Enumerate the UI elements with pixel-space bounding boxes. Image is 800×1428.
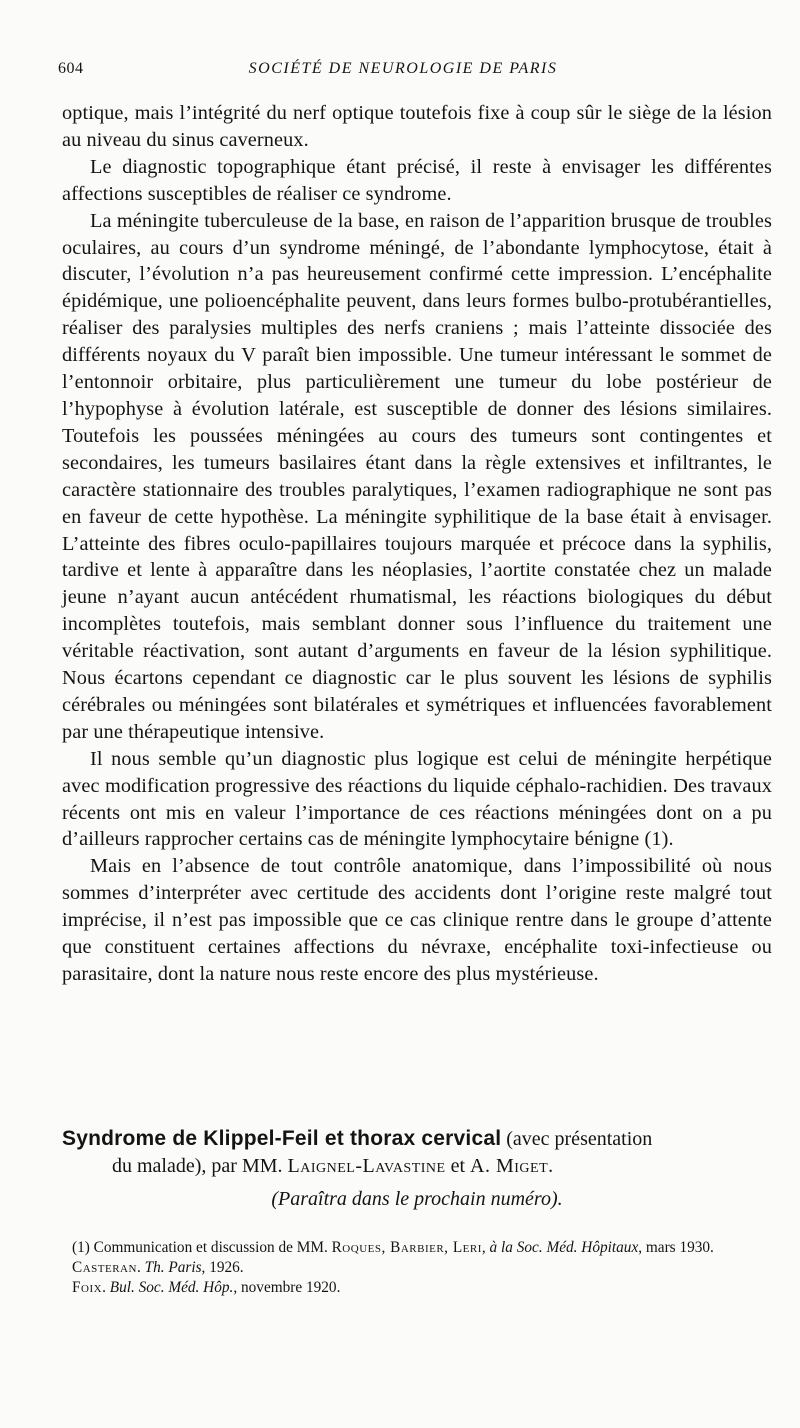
paragraph: optique, mais l’intégrité du nerf optique toutefois fixe à coup sûr le siège de la lésion au niveau du sinus caverneux. [62, 102, 772, 151]
section-authors-line [62, 1153, 772, 1180]
fn3-work: Bul. Soc. Méd. Hôp. [109, 1279, 234, 1296]
author-1: Laignel-Lavastine [287, 1155, 446, 1177]
footnote-1 [72, 1238, 764, 1258]
section-title-line [62, 1125, 772, 1153]
authors-prefix: du malade), par MM. [112, 1155, 288, 1177]
fn1-prefix: (1) Communication et discussion de MM. [72, 1239, 332, 1256]
section-title: Syndrome de Klippel-Feil et thorax cervical [62, 1127, 502, 1150]
running-title: SOCIÉTÉ DE NEUROLOGIE DE PARIS [248, 60, 558, 77]
paragraph: La méningite tuberculeuse de la base, en raison de l’apparition brusque de troubles oculaires, au cours d’un syndrome méningé, de l’abondante lymphocytose, était à discuter, l’évolution n’a pas heureusement confirmé cette impression. L’encéphalite épidémique, une polioencéphalite peuvent, dans leurs formes bulbo-protubérantielles, réaliser des paralysies multiples des nerfs craniens ; mais l’atteinte dissociée des différents noyaux du V paraît bien impossible. Une tumeur intéressant le sommet de l’entonnoir orbitaire, plus particulièrement une tumeur du lobe postérieur de l’hypophyse à évolution latérale, est susceptible de donner des lésions similaires. Toutefois les poussées méningées au cours des tumeurs sont contingentes et secondaires, les tumeurs basilaires étant dans la règle extensives et infiltrantes, le caractère stationnaire des troubles paralytiques, l’examen radiographique ne sont pas en faveur de cette hypothèse. La méningite syphilitique de la base était à envisager. L’atteinte des fibres oculo-papillaires toujours marquée et précoce dans la syphilis, tardive et lente à apparaître dans les néoplasies, l’aortite constatée chez un malade jeune n’ayant aucun antécédent rhumatismal, les réactions biologiques du début incomplètes toutefois, mais semblant donner sous l’influence du traitement une véritable réactivation, sont autant d’arguments en faveur de la lésion syphilitique. Nous écartons cependant ce diagnostic car le plus souvent les lésions de syphilis cérébrales ou méningées sont bilatérales et symétriques et influencées favorablement par une thérapeutique intensive. [62, 209, 772, 743]
footnote-3 [72, 1278, 764, 1298]
fn1-venue: à la Soc. Méd. Hôpitaux [489, 1239, 639, 1256]
paragraph: Mais en l’absence de tout contrôle anatomique, dans l’impossibilité où nous sommes d’interpréter avec certitude des accidents dont l’origine reste malgré tout imprécise, il n’est pas impossible que ce cas clinique rentre dans le groupe d’attente que constituent certaines affections du névraxe, encéphalite toxi-infectieuse ou parasitaire, dont la nature nous reste encore des plus mystérieuse. [62, 855, 772, 985]
fn3-date: , novembre 1920. [233, 1279, 341, 1296]
footnote-2 [72, 1258, 764, 1278]
article-body [62, 100, 772, 988]
fn3-mid: . [102, 1279, 110, 1296]
fn2-mid: . [136, 1259, 145, 1276]
fn1-mid: , [481, 1239, 490, 1256]
fn1-names: Roques, Barbier, Leri [331, 1239, 482, 1256]
section-title-rest: (avec présentation [501, 1128, 653, 1150]
page-number: 604 [58, 60, 84, 77]
paragraph: Il nous semble qu’un diagnostic plus logique est celui de méningite herpétique avec modification progressive des réactions du liquide céphalo-rachidien. Des travaux récents ont mis en valeur l’importance de ces réactions méningées dont on a pu d’ailleurs rapprocher certains cas de méningite lymphocytaire bénigne (1). [62, 747, 772, 851]
fn2-name: Casteran [72, 1259, 137, 1276]
fn3-name: Foix [72, 1279, 103, 1296]
author-2: A. Miget [470, 1155, 549, 1177]
section-heading [62, 1125, 772, 1213]
authors-end: . [548, 1155, 554, 1177]
footnotes [72, 1238, 764, 1298]
fn2-date: , 1926. [201, 1259, 244, 1276]
fn1-date: , mars 1930. [638, 1239, 714, 1256]
authors-conj: et [445, 1155, 471, 1177]
fn2-work: Th. Paris [144, 1259, 202, 1276]
paragraph: Le diagnostic topographique étant précisé, il reste à envisager les différentes affections susceptibles de réaliser ce syndrome. [62, 155, 772, 205]
section-note: (Paraîtra dans le prochain numéro). [271, 1188, 563, 1210]
